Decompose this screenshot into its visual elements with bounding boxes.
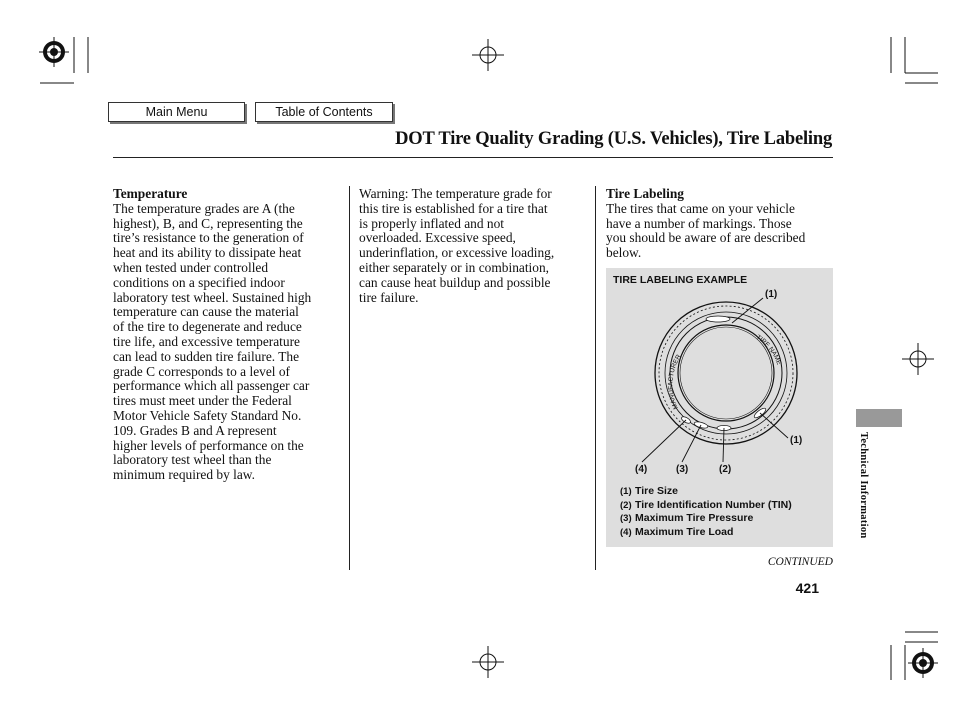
line: can lead to sudden tire failure. The [113,348,300,364]
column-tire-labeling [606,187,838,261]
continued-label: CONTINUED [767,556,833,568]
line: heat and its ability to dissipate heat [113,245,302,261]
line: tire’s resistance to the generation of [113,230,304,246]
line: temperature can cause the material [113,304,299,320]
line: higher levels of performance on the [113,437,304,453]
section-tab[interactable] [856,409,902,427]
column-divider [595,186,596,570]
legend-number: (3) [620,513,632,524]
legend-item [620,512,792,526]
line: you should be aware of are described [606,230,806,246]
table-of-contents-button[interactable]: Table of Contents [255,102,393,122]
section-label: Technical Information [858,432,869,539]
line: can cause heat buildup and possible [359,274,551,290]
title-rule [113,157,833,158]
line: underinflation, or excessive loading, [359,245,555,261]
callout-1-right: (1) [790,435,803,446]
legend-number: (2) [620,499,632,511]
line: conditions on a specified indoor [113,274,285,290]
line: tires must meet under the Federal [113,393,292,409]
page-number: 421 [795,580,819,596]
line: either separately or in combination, [359,259,550,275]
line: Warning: The temperature grade for [359,186,552,201]
column-temperature [113,187,345,483]
figure-legend [620,485,792,539]
temperature-heading: Temperature [113,186,188,201]
main-menu-button[interactable]: Main Menu [108,102,245,122]
sidewall-tire-name-text: TIRE NAME [754,333,783,366]
line: 109. Grades B and A represent [113,422,277,438]
legend-item [620,499,792,513]
legend-text: Tire Size [635,485,678,497]
legend-item [620,526,792,540]
line: tire life, and excessive temperature [113,333,301,349]
line: The temperature grades are A (the [113,200,295,216]
line: below. [606,245,642,261]
tire-labeling-heading: Tire Labeling [606,186,685,201]
column-warning [359,187,591,305]
legend-number: (1) [620,486,632,497]
line: laboratory test wheel than the [113,452,272,468]
line: overloaded. Excessive speed, [359,230,516,246]
tire-labeling-figure [606,268,833,547]
line: The tires that came on your vehicle [606,200,795,216]
line: this tire is established for a tire that [359,200,548,216]
line: performance which all passenger car [113,378,310,394]
line: grade C corresponds to a level of [113,363,290,379]
line: tire failure. [359,289,419,305]
callout-3: (3) [676,464,689,475]
callout-2: (2) [719,464,732,475]
line: minimum required by law. [113,467,255,483]
page-title: DOT Tire Quality Grading (U.S. Vehicles), Tire Labeling [395,129,832,149]
column-divider [349,186,350,570]
line: highest), B, and C, representing the [113,215,303,231]
legend-text: Maximum Tire Load [635,525,734,538]
sidewall-manufacturer-text: MANUFACTURER [667,353,683,411]
callout-4: (4) [635,464,648,475]
line: laboratory test wheel. Sustained high [113,289,312,305]
figure-title: TIRE LABELING EXAMPLE [613,274,748,286]
line: of the tire to degenerate and reduce [113,319,302,335]
legend-text: Maximum Tire Pressure [635,512,754,524]
line: Motor Vehicle Safety Standard No. [113,407,302,423]
legend-number: (4) [620,526,632,538]
legend-item [620,485,792,499]
legend-text: Tire Identification Number (TIN) [635,498,792,511]
line: when tested under controlled [113,259,269,275]
line: is properly inflated and not [359,215,505,231]
callout-1-top: (1) [765,289,778,300]
line: have a number of markings. Those [606,215,792,231]
